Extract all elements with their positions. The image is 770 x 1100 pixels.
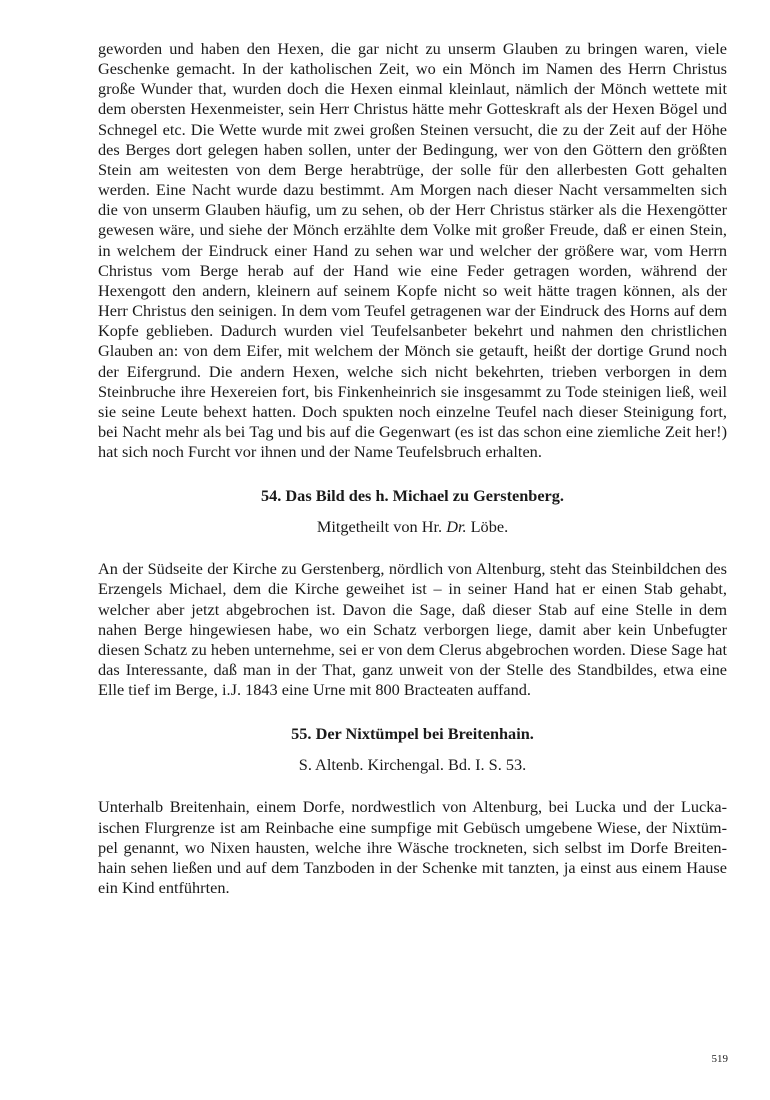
section-54-paragraph: An der Südseite der Kirche zu Gerstenberg, nördlich von Altenburg, steht das Steinbildchen des Erzengels Michael, dem die Kirche geweihet ist – in seiner Hand hat er einen Stab gehabt, welcher aber jetzt abgebrochen ist. Davon die Sage, daß dieser Stab auf eine Stelle in dem nahen Berge hingewiesen habe, wo ein Schatz verborgen liege, damit aber kein Unbefugter diesen Schatz zu heben unternehme, sei er von dem Clerus abgebrochen worden. Diese Sage hat das Interessante, daß man in der That, ganz unweit von der Stelle des Standbildes, etwa eine Elle tief im Berge, i.J. 1843 eine Urne mit 800 Bracteaten auffand. xyxy=(98,559,727,700)
continuation-paragraph: geworden und haben den Hexen, die gar nicht zu unserm Glauben zu bringen waren, viele Geschenke gemacht. In der katholischen Zeit, wo ein Mönch im Namen des Herrn Christus große Wunder that, wurden doch die Hexen einmal kleinlaut, nämlich der Mönch wettete mit dem obersten Hexenmeister, sein Herr Christus hätte mehr Gotteskraft als der Hexen Bögel und Schnegel etc. Die Wette wurde mit zwei großen Steinen versucht, die zu der Zeit auf der Höhe des Berges dort gelegen haben sollen, unter der Bedingung, wer von den Göttern den größten Stein am weitesten von dem Berge herabtrüge, der solle für den allerbesten Gott gehalten werden. Eine Nacht wurde dazu bestimmt. Am Morgen nach dieser Nacht versammelten sich die von unserm Glauben häufig, um zu sehen, ob der Herr Christus stärker als die Hexengötter gewesen wäre, und siehe der Mönch erzählte dem Volke mit großer Freude, daß er einen Stein, in welchem der Eindruck einer Hand zu sehen war und welcher der größere war, vom Herrn Christus vom Berge herab auf der Hand wie eine Feder getragen worden, während der Hexengott den andern, kleinern auf seinem Kopfe nicht so weit hätte tragen können, als der Herr Christus den seinigen. In dem vom Teufel getragenen war der Eindruck des Horns auf dem Kopfe geblieben. Dadurch wurden viel Teufelsanbeter bekehrt und nahmen den christlichen Glauben an: von dem Eifer, mit welchem der Mönch sie getauft, heißt der dortige Grund noch der Eifergrund. Die andern Hexen, welche sich nicht bekehrten, trieben verborgen in dem Steinbruche ihre Hexereien fort, bis Finkenheinrich sie insgesammt zu Tode steinigen ließ, weil sie seine Leute behext hatten. Doch spukten noch einzelne Teufel nach dieser Steinigung fort, bei Nacht mehr als bei Tag und bis auf die Gegenwart (es ist das schon eine ziemliche Zeit her!) hat sich noch Furcht vor ihnen und der Name Teufelsbruch erhalten. xyxy=(98,39,727,462)
section-55-paragraph: Unterhalb Breitenhain, einem Dorfe, nordwestlich von Altenburg, bei Lucka und der Luckaischen Flurgrenze ist am Reinbache eine sumpfige mit Gebüsch umgebene Wiese, der Nixtümpel genannt, wo Nixen hausten, welche ihre Wäsche trockneten, sich selbst im Dorfe Breitenhain sehen ließen und auf dem Tanzboden in der Schenke mit tanzten, ja einst aus einem Hause ein Kind entführten. xyxy=(98,797,727,897)
section-54-source xyxy=(98,517,727,537)
page-body xyxy=(98,39,727,898)
section-55-source: S. Altenb. Kirchengal. Bd. I. S. 53. xyxy=(298,755,527,775)
section-54-title: 54. Das Bild des h. Michael zu Gerstenberg. xyxy=(261,486,564,506)
page-number: 519 xyxy=(711,1053,728,1065)
section-54-source-suffix: Löbe. xyxy=(466,517,509,537)
section-54-source-prefix: Mitgetheilt von Hr. xyxy=(316,517,447,537)
section-55-title: 55. Der Nixtümpel bei Breitenhain. xyxy=(291,724,534,744)
section-54-source-dr: Dr. xyxy=(446,517,467,537)
